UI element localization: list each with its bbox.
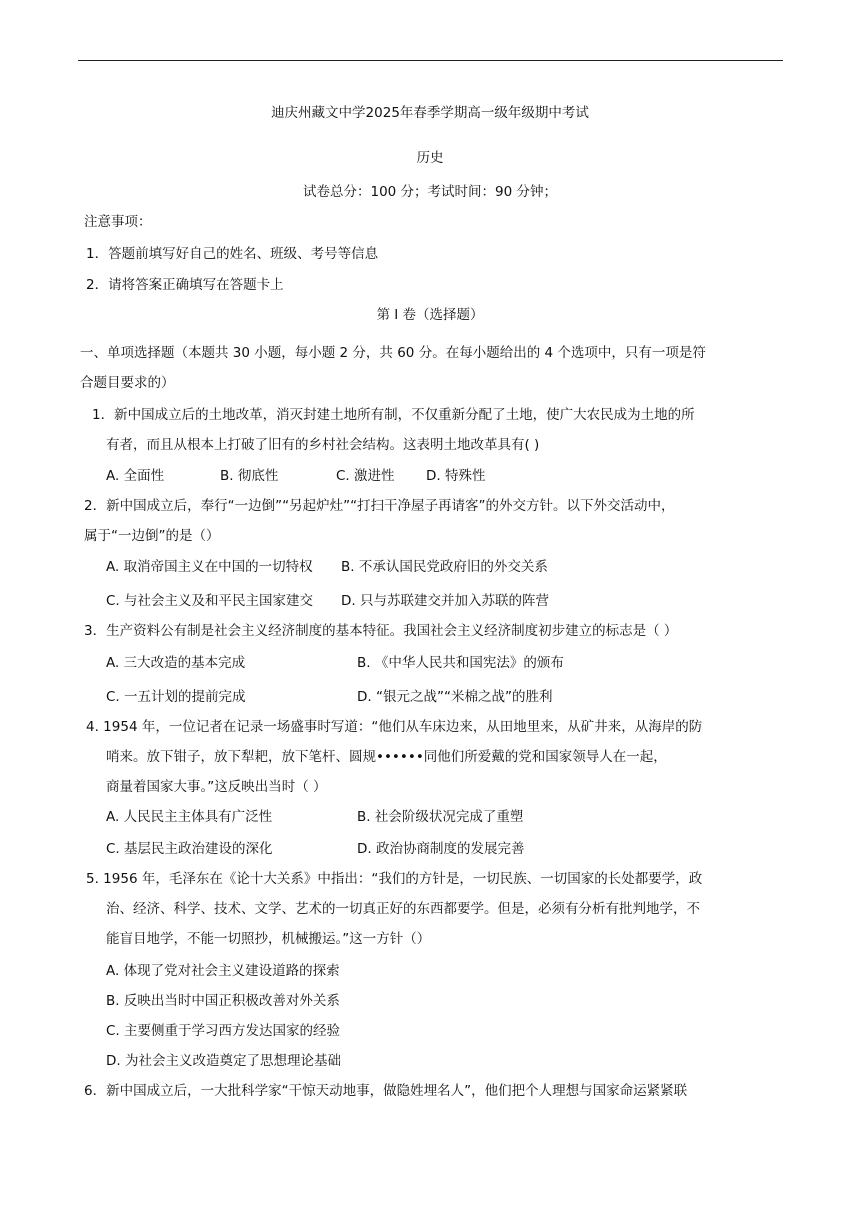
question-5-option-b: B. 反映出当时中国正积极改善对外关系 [106,993,340,1009]
question-2-option-d: D. 只与苏联建交并加入苏联的阵营 [341,593,549,609]
question-4-option-c: C. 基层民主政治建设的深化 [106,841,273,857]
question-1-text: 1．新中国成立后的土地改革，消灭封建土地所有制，不仅重新分配了土地，使广大农民成为土地的所 [92,407,695,423]
question-5-option-d: D. 为社会主义改造奠定了思想理论基础 [106,1053,341,1069]
section-title: 第 I 卷（选择题） [376,307,484,323]
question-1-option-b: B. 彻底性 [220,468,279,484]
question-2-text: 属于“一边倒”的是（） [84,528,220,544]
question-5-text: 治、经济、科学、技术、文学、艺术的一切真正好的东西都要学。但是，必须有分析有批判地学，不 [106,901,700,917]
question-2-option-b: B. 不承认国民党政府旧的外交关系 [341,559,548,575]
question-4-text: 商量着国家大事。”这反映出当时（ ） [106,779,327,795]
section-instruction: 一、单项选择题（本题共 30 小题，每小题 2 分，共 60 分。在每小题给出的 4 个选项中，只有一项是符 [80,345,706,361]
question-6-text: 6．新中国成立后，一大批科学家“干惊天动地事，做隐姓埋名人”，他们把个人理想与国家命运紧紧联 [84,1083,688,1099]
question-1-option-d: D. 特殊性 [426,468,486,484]
note-item: 2．请将答案正确填写在答题卡上 [86,277,284,293]
notes-heading: 注意事项： [84,214,152,230]
question-5-text: 能盲目地学，不能一切照抄，机械搬运。”这一方针（） [106,931,431,947]
question-4-option-b: B. 社会阶级状况完成了重塑 [357,809,524,825]
question-4-text: 哨来。放下钳子，放下犁耙，放下笔杆、圆规••••••同他们所爱戴的党和国家领导人在一起， [106,749,667,765]
question-2-text: 2．新中国成立后，奉行“一边倒”“另起炉灶”“打扫干净屋子再请客”的外交方针。以下外交活动中， [84,498,675,514]
score-time-info: 试卷总分：100 分；考试时间：90 分钟； [302,184,558,200]
question-3-text: 3．生产资料公有制是社会主义经济制度的基本特征。我国社会主义经济制度初步建立的标志是（ ） [84,623,678,639]
question-1-option-c: C. 激进性 [336,468,395,484]
question-5-text: 5. 1956 年，毛泽东在《论十大关系》中指出：“我们的方针是，一切民族、一切国家的长处都要学，政 [86,871,703,887]
question-2-option-c: C. 与社会主义及和平民主国家建交 [106,593,314,609]
subject-title: 历史 [416,150,444,166]
question-2-option-a: A. 取消帝国主义在中国的一切特权 [106,559,313,575]
question-1-option-a: A. 全面性 [106,468,165,484]
question-3-option-c: C. 一五计划的提前完成 [106,689,246,705]
question-4-option-d: D. 政治协商制度的发展完善 [357,841,525,857]
header-rule [78,60,783,61]
question-5-option-a: A. 体现了党对社会主义建设道路的探索 [106,963,340,979]
question-4-option-a: A. 人民民主主体具有广泛性 [106,809,273,825]
question-3-option-a: A. 三大改造的基本完成 [106,655,246,671]
section-instruction: 合题目要求的） [80,375,175,391]
question-4-text: 4. 1954 年，一位记者在记录一场盛事时写道：“他们从车床边来，从田地里来，从矿井来，从海岸的防 [86,719,703,735]
note-item: 1．答题前填写好自己的姓名、班级、考号等信息 [86,246,379,262]
question-5-option-c: C. 主要侧重于学习西方发达国家的经验 [106,1023,341,1039]
question-1-text: 有者，而且从根本上打破了旧有的乡村社会结构。这表明土地改革具有( ) [106,437,540,453]
question-3-option-d: D. “银元之战”“米棉之战”的胜利 [357,689,553,705]
question-3-option-b: B. 《中华人民共和国宪法》的颁布 [357,655,564,671]
exam-title: 迪庆州藏文中学2025年春季学期高一级年级期中考试 [271,105,589,121]
